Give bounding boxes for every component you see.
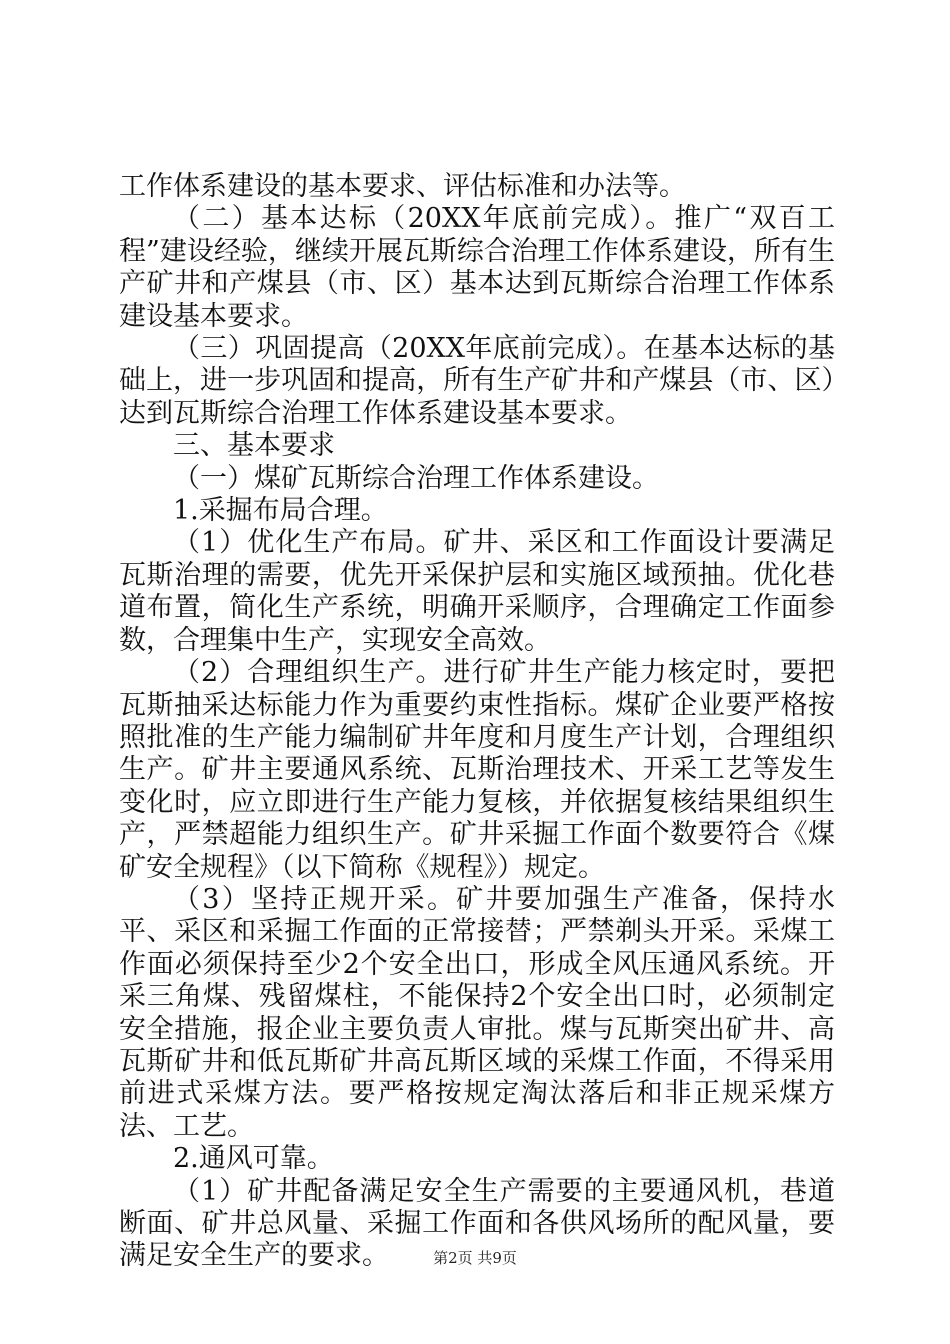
- paragraph-3: （三）巩固提高（20XX年底前完成）。在基本达标的基础上，进一步巩固和提高，所有生产矿井和产煤县（市、区）达到瓦斯综合治理工作体系建设基本要求。: [119, 333, 835, 429]
- paragraph-organize-production: （2）合理组织生产。进行矿井生产能力核定时，要把瓦斯抽采达标能力作为重要约束性指标。煤矿企业要严格按照批准的生产能力编制矿井年度和月度生产计划，合理组织生产。矿井主要通风系统、瓦斯治理技术、开采工艺等发生变化时，应立即进行生产能力复核，并依据复核结果组织生产，严禁超能力组织生产。矿井采掘工作面个数要符合《煤矿安全规程》（以下简称《规程》）规定。: [119, 657, 835, 883]
- subsection-heading-1: （一）煤矿瓦斯综合治理工作体系建设。: [173, 462, 659, 494]
- paragraph-1: 工作体系建设的基本要求、评估标准和办法等。: [119, 171, 686, 202]
- paragraph-2: （二）基本达标（20XX年底前完成）。推广“双百工程”建设经验，继续开展瓦斯综合治理工作体系建设，所有生产矿井和产煤县（市、区）基本达到瓦斯综合治理工作体系建设基本要求。: [119, 203, 835, 332]
- page-footer: 第2页 共9页: [433, 1249, 517, 1267]
- item-heading-layout: 1.采掘布局合理。: [173, 495, 388, 527]
- document-body: [119, 171, 835, 1273]
- item-heading-ventilation: 2.通风可靠。: [173, 1143, 334, 1175]
- paragraph-regular-mining: （3）坚持正规开采。矿井要加强生产准备，保持水平、采区和采掘工作面的正常接替；严禁剃头开采。采煤工作面必须保持至少2个安全出口，形成全风压通风系统。开采三角煤、残留煤柱，不能保持2个安全出口时，必须制定安全措施，报企业主要负责人审批。煤与瓦斯突出矿井、高瓦斯矿井和低瓦斯矿井高瓦斯区域的采煤工作面，不得采用前进式采煤方法。要严格按规定淘汰落后和非正规采煤方法、工艺。: [119, 883, 835, 1142]
- section-heading-basic-requirements: 三、基本要求: [173, 430, 335, 462]
- paragraph-ventilation-fan: （1）矿井配备满足安全生产需要的主要通风机，巷道断面、矿井总风量、采掘工作面和各供风场所的配风量，要满足安全生产的要求。: [119, 1175, 835, 1272]
- paragraph-optimize-layout: （1）优化生产布局。矿井、采区和工作面设计要满足瓦斯治理的需要，优先开采保护层和实施区域预抽。优化巷道布置，简化生产系统，明确开采顺序，合理确定工作面参数，合理集中生产，实现安全高效。: [119, 527, 835, 656]
